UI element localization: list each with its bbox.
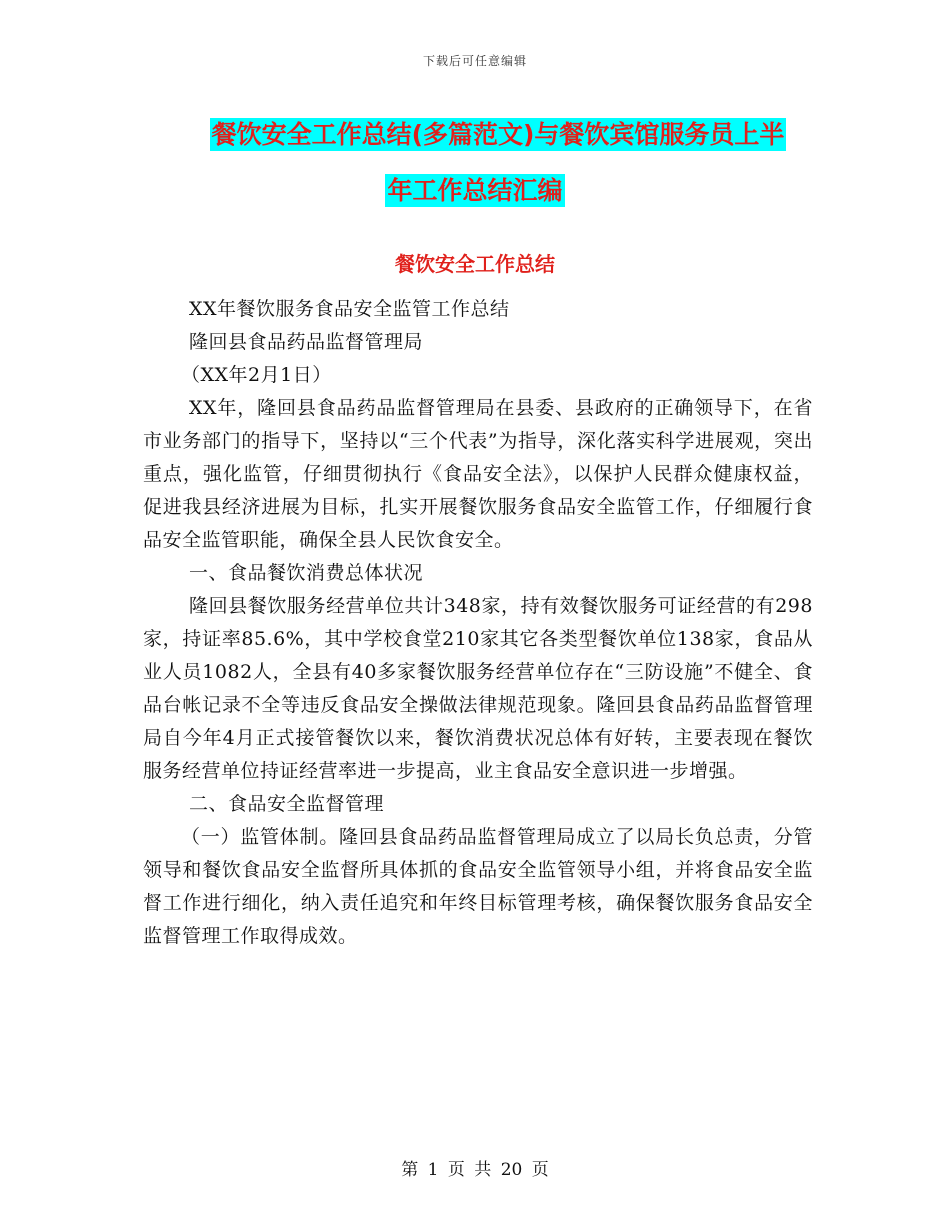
title-line-1: 餐饮安全工作总结(多篇范文)与餐饮宾馆服务员上半: [211, 120, 785, 149]
paragraph: XX年餐饮服务食品安全监管工作总结: [189, 298, 510, 320]
paragraph: 隆回县餐饮服务经营单位共计348家，持有效餐饮服务可证经营的有298家，持证率85.6%，其中学校食堂210家其它各类型餐饮单位138家，食品从业人员1082人，全县有40多家餐饮服务经营单位存在“三防设施”不健全、食品台帐记录不全等违反食品安全操做法律规范现象。隆回县食品药品监督管理局自今年4月正式接管餐饮以来，餐饮消费状况总体有好转，主要表现在餐饮服务经营单位持证经营率进一步提高，业主食品安全意识进一步增强。: [143, 595, 813, 782]
header-note: 下载后可任意编辑: [422, 54, 527, 68]
document-title: [0, 107, 950, 219]
document-body: [143, 293, 813, 953]
paragraph: XX年，隆回县食品药品监督管理局在县委、县政府的正确领导下，在省市业务部门的指导下，坚持以“三个代表”为指导，深化落实科学进展观，突出重点，强化监管，仔细贯彻执行《食品安全法》，以保护人民群众健康权益，促进我县经济进展为目标，扎实开展餐饮服务食品安全监管工作，仔细履行食品安全监管职能，确保全县人民饮食安全。: [143, 397, 813, 551]
paragraph: 二、食品安全监督管理: [189, 793, 385, 815]
paragraph: 隆回县食品药品监督管理局: [189, 331, 424, 353]
paragraph: 一、食品餐饮消费总体状况: [189, 562, 424, 584]
paragraph: （XX年2月1日）: [181, 364, 332, 386]
paragraph: （一）监管体制。隆回县食品药品监督管理局成立了以局长负总责，分管领导和餐饮食品安全监督所具体抓的食品安全监管领导小组，并将食品安全监督工作进行细化，纳入责任追究和年终目标管理考核，确保餐饮服务食品安全监督管理工作取得成效。: [143, 826, 813, 947]
title-line-2: 年工作总结汇编: [387, 176, 563, 205]
page-footer: 第 1 页 共 20 页: [401, 1160, 549, 1180]
section-title: 餐饮安全工作总结: [395, 252, 555, 276]
